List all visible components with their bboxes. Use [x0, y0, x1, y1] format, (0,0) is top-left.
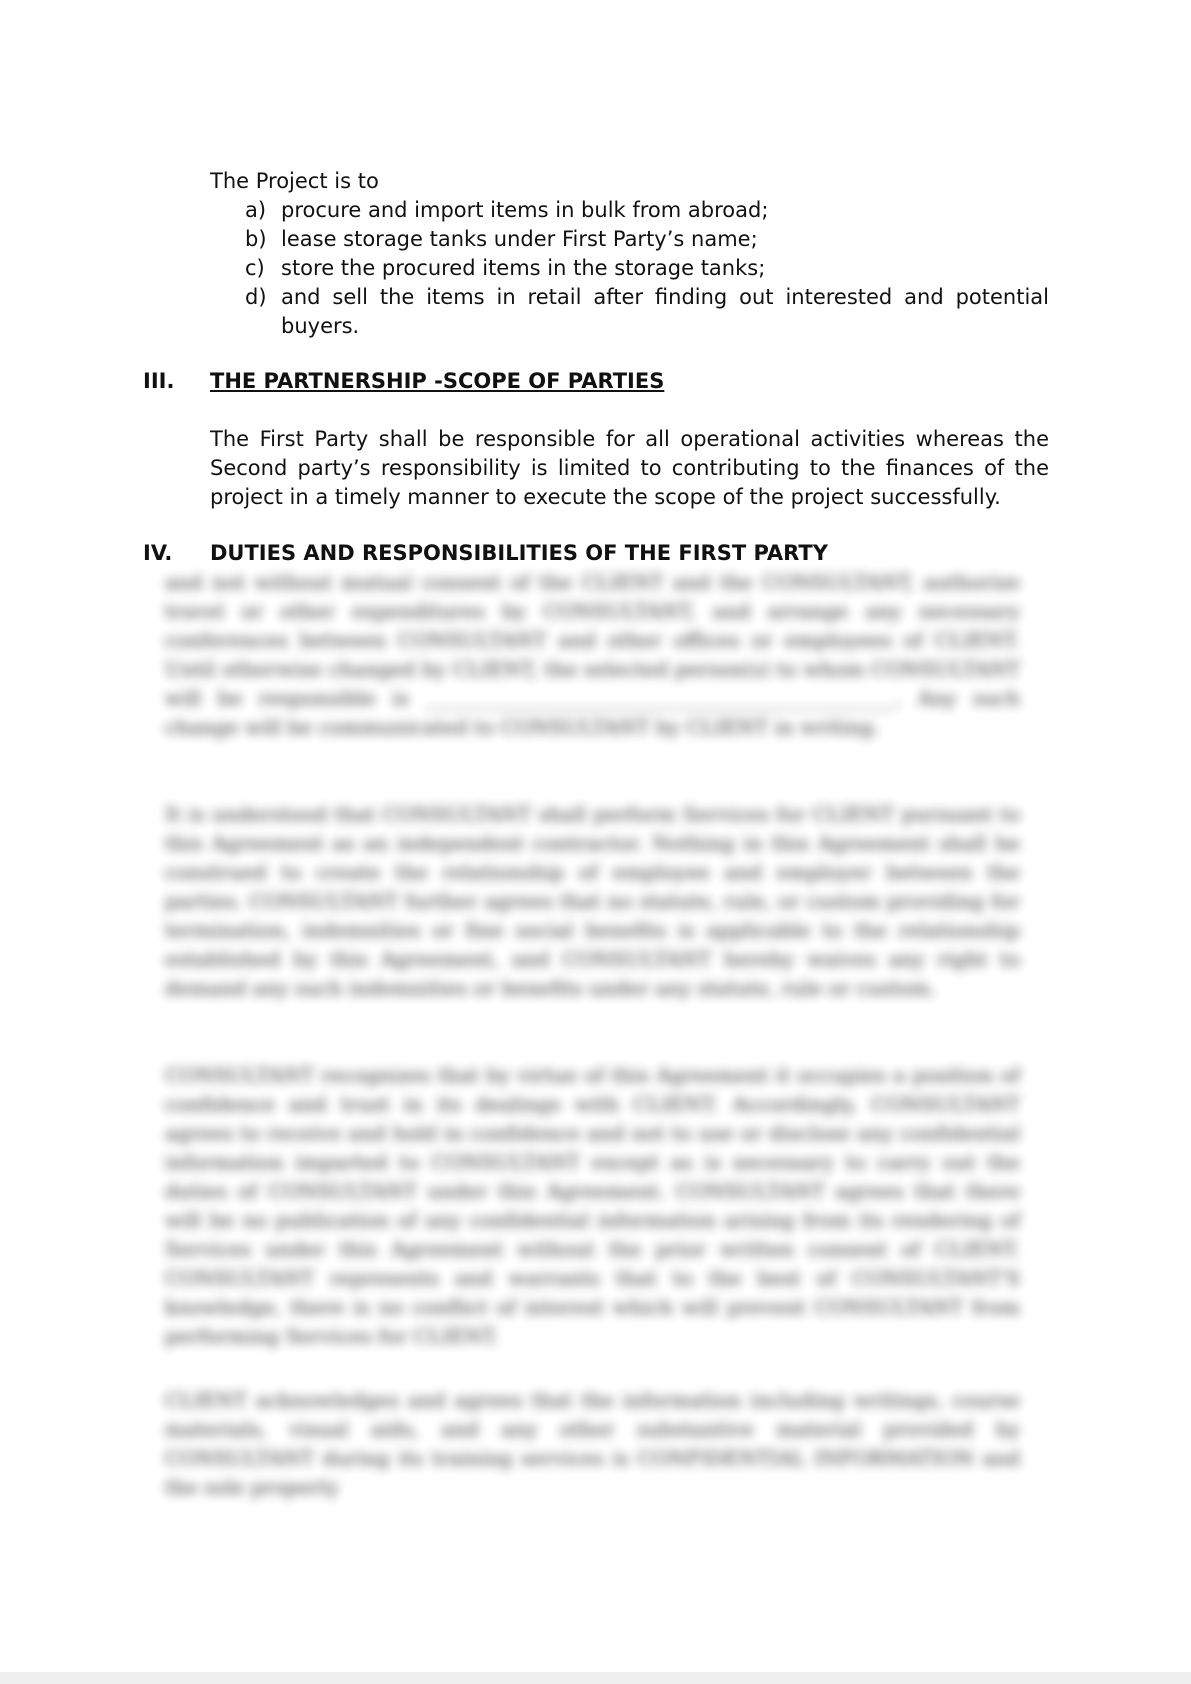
list-marker: c): [245, 256, 265, 280]
blurred-paragraph: CLIENT acknowledges and agrees that the information including writings, course materials, visual aids, and any other substantive material provided by CONSULTANT during its training services is CONFIDENTIAL INFORMATION and the sole property: [165, 1388, 1020, 1499]
list-item-text: procure and import items in bulk from abroad;: [281, 198, 769, 222]
section-3-number: III.: [143, 369, 175, 393]
section-3-body: The First Party shall be responsible for all operational activities whereas the Second party’s responsibility is limited to contributing to the finances of the project in a timely manner to execute the scope of the project successfully.: [210, 427, 1049, 509]
list-item-text: lease storage tanks under First Party’s name;: [281, 227, 758, 251]
list-item: [245, 283, 1049, 341]
blurred-paragraph: CONSULTANT recognizes that by virtue of this Agreement it occupies a position of confidence and trust in its dealings with CLIENT. Accordingly, CONSULTANT agrees to receive and hold in confidence and not to use or disclose any confidential information imparted to CONSULTANT except as is necessary to carry out the duties of CONSULTANT under this Agreement. CONSULTANT agrees that there will be no publication of any confidential information arising from its rendering of Services under this Agreement without the prior written consent of CLIENT. CONSULTANT represents and warrants that to the best of CONSULTANT'S knowledge, there is no conflict of interest which will prevent CONSULTANT from performing Services for CLIENT.: [165, 1063, 1020, 1348]
project-list: [245, 196, 1049, 341]
list-item: [245, 196, 1049, 225]
list-marker: b): [245, 227, 267, 251]
list-item: [245, 225, 1049, 254]
list-marker: a): [245, 198, 267, 222]
list-item: [245, 254, 1049, 283]
blurred-paragraph: and not without mutual consent of the CLIENT and the CONSULTANT, authorize travel or other expenditures by CONSULTANT, and arrange any necessary conferences between CONSULTANT and other offices or employees of CLIENT. Until otherwise changed by CLIENT, the selected person(s) to whom CONSULTANT will be responsible is _______________________________________________. Any such change will be communicated to CONSULTANT by CLIENT in writing.: [165, 570, 1020, 739]
section-4-title: DUTIES AND RESPONSIBILITIES OF THE FIRST PARTY: [210, 541, 828, 565]
list-item-text: and sell the items in retail after finding out interested and potential buyers.: [281, 285, 1049, 338]
section-4-number: IV.: [143, 541, 173, 565]
project-intro: The Project is to: [210, 169, 379, 193]
section-3-title: THE PARTNERSHIP -SCOPE OF PARTIES: [210, 369, 665, 393]
page-bottom-edge: [0, 1672, 1191, 1684]
list-item-text: store the procured items in the storage tanks;: [281, 256, 766, 280]
list-marker: d): [245, 285, 267, 309]
blurred-paragraph: It is understood that CONSULTANT shall perform Services for CLIENT pursuant to this Agreement as an independent contractor. Nothing in this Agreement shall be construed to create the relationship of employee and employer between the parties. CONSULTANT further agrees that no statute, rule, or custom providing for termination, indemnities or fine social benefits is applicable to the relationship established by this Agreement, and CONSULTANT hereby waives any right to demand any such indemnities or benefits under any statute, rule or custom.: [165, 802, 1020, 1000]
